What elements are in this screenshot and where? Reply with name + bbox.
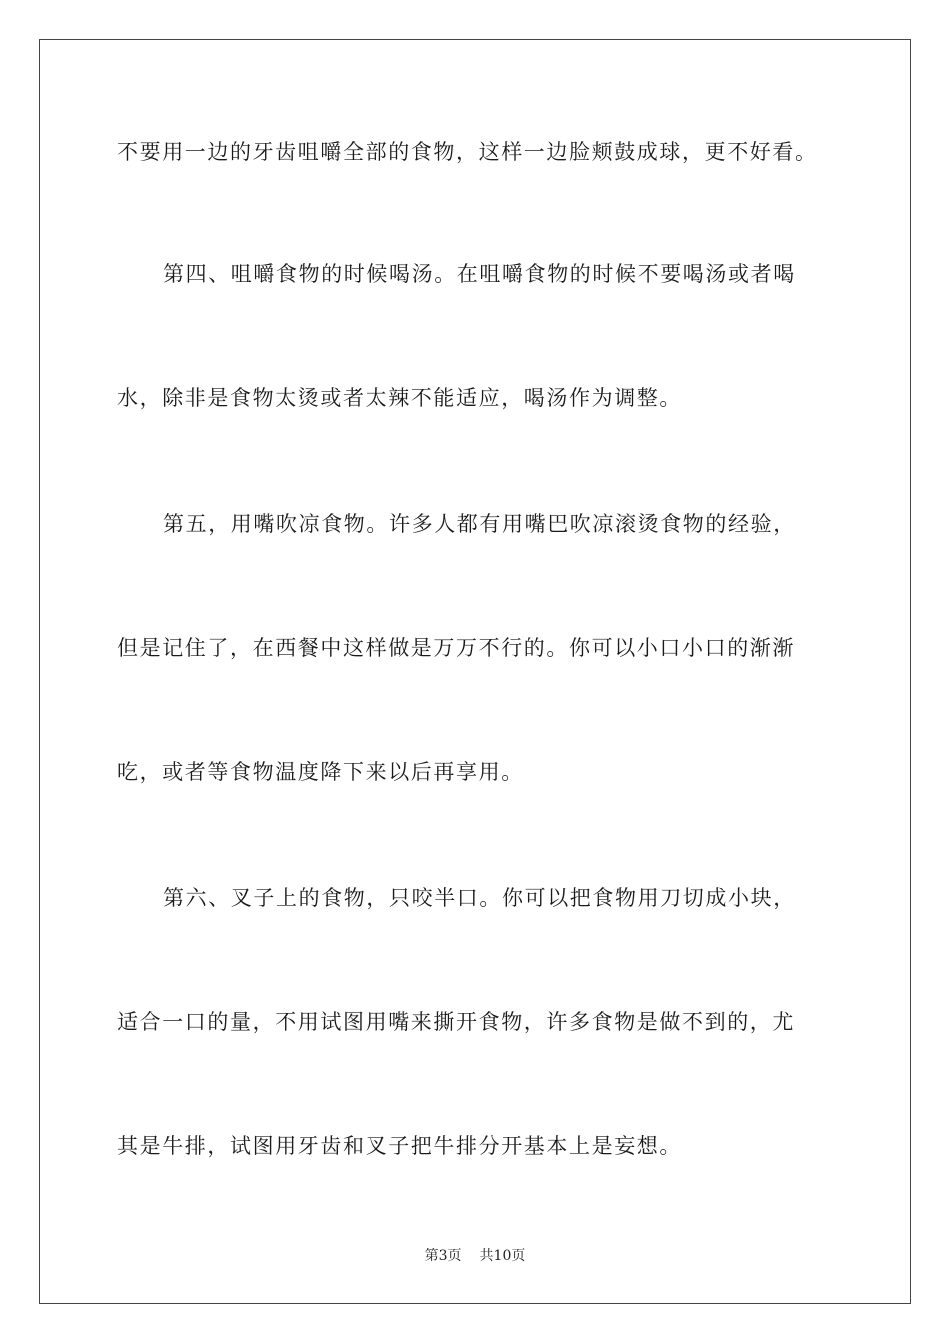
text-line: 水，除非是食物太烫或者太辣不能适应，喝汤作为调整。 (117, 386, 682, 410)
text-line: 第四、咀嚼食物的时候喝汤。在咀嚼食物的时候不要喝汤或者喝 (163, 262, 796, 286)
text-line: 但是记住了，在西餐中这样做是万万不行的。你可以小口小口的渐渐 (117, 636, 795, 660)
page-footer (0, 1247, 950, 1265)
page-border (39, 39, 911, 1304)
text-line: 吃，或者等食物温度降下来以后再享用。 (117, 760, 524, 784)
text-line: 不要用一边的牙齿咀嚼全部的食物，这样一边脸颊鼓成球，更不好看。 (117, 140, 818, 164)
page-total: 共10页 (479, 1248, 526, 1264)
text-line: 第六、叉子上的食物，只咬半口。你可以把食物用刀切成小块， (163, 886, 796, 910)
page-number: 第3页 (424, 1248, 462, 1264)
text-line: 适合一口的量，不用试图用嘴来撕开食物，许多食物是做不到的，尤 (117, 1010, 795, 1034)
text-line: 其是牛排，试图用牙齿和叉子把牛排分开基本上是妄想。 (117, 1134, 682, 1158)
text-line: 第五，用嘴吹凉食物。许多人都有用嘴巴吹凉滚烫食物的经验， (163, 512, 796, 536)
